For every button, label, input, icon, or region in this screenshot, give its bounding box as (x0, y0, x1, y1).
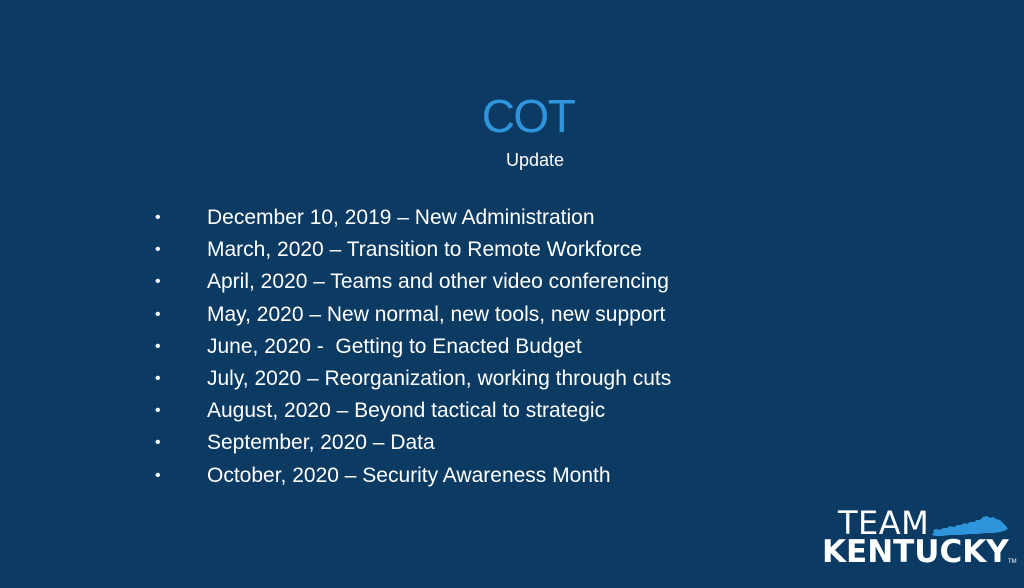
bullet-item (155, 427, 435, 459)
bullet-text: May, 2020 – New normal, new tools, new support (207, 302, 666, 326)
team-kentucky-logo (822, 506, 1018, 570)
bullet-icon: • (155, 273, 161, 291)
bullet-icon: • (155, 337, 161, 355)
slide-title: COT (481, 90, 575, 142)
bullet-text: April, 2020 – Teams and other video conferencing (207, 270, 669, 294)
logo-line-1: TEAM (838, 504, 930, 542)
bullet-icon: • (155, 434, 161, 452)
bullet-text: October, 2020 – Security Awareness Month (207, 463, 611, 487)
bullet-item (155, 202, 595, 234)
bullet-text: September, 2020 – Data (207, 431, 435, 455)
bullet-icon: • (155, 305, 161, 323)
bullet-item (155, 460, 611, 492)
trademark-mark: TM (1008, 559, 1017, 565)
logo-line-2: KENTUCKY (822, 534, 1009, 570)
bullet-text: August, 2020 – Beyond tactical to strategic (207, 399, 606, 423)
bullet-list (155, 202, 672, 492)
bullet-text: June, 2020 - Getting to Enacted Budget (207, 334, 582, 358)
bullet-icon: • (155, 241, 161, 259)
bullet-item (155, 363, 672, 395)
bullet-item (155, 234, 642, 266)
bullet-text: December 10, 2019 – New Administration (207, 206, 595, 229)
bullet-item (155, 395, 606, 427)
bullet-item (155, 266, 669, 298)
bullet-icon: • (155, 402, 161, 420)
bullet-text: March, 2020 – Transition to Remote Workforce (207, 238, 642, 262)
bullet-item (155, 331, 582, 363)
bullet-item (155, 299, 666, 331)
bullet-icon: • (155, 209, 161, 226)
bullet-icon: • (155, 466, 161, 484)
bullet-icon: • (155, 369, 161, 387)
bullet-text: July, 2020 – Reorganization, working through cuts (207, 366, 672, 390)
slide-subtitle: Update (505, 150, 565, 170)
